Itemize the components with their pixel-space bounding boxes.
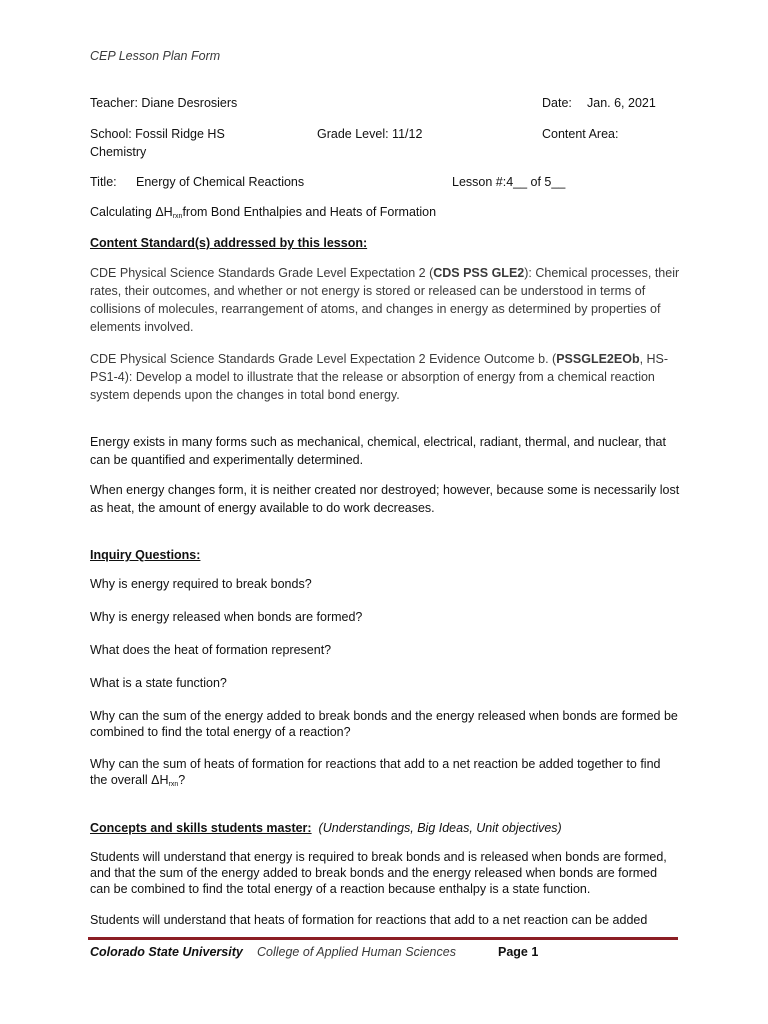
- grade-level: Grade Level: 11/12: [317, 127, 423, 141]
- inquiry-question: Why is energy released when bonds are formed?: [90, 610, 363, 624]
- standard-2-code: PSSGLE2EOb: [556, 352, 640, 366]
- subtitle-pre: Calculating ΔH: [90, 205, 173, 219]
- footer-rule: [88, 937, 678, 940]
- subtitle-sub: rxn: [172, 213, 183, 220]
- content-area-label: Content Area:: [542, 127, 619, 141]
- teacher-line: Teacher: Diane Desrosiers: [90, 96, 238, 110]
- concepts-paragraph-1: Students will understand that energy is required to break bonds and is released when bonds are formed, and that the sum of the energy added to break bonds and the energy released when bonds are formed can be combined to find the total energy of a reaction because enthalpy is a state function.: [90, 850, 667, 896]
- inquiry-heading: Inquiry Questions:: [90, 548, 201, 562]
- inquiry-question: What does the heat of formation represent?: [90, 643, 332, 657]
- standard-2-pre: CDE Physical Science Standards Grade Level Expectation 2 Evidence Outcome b. (: [90, 352, 557, 366]
- footer-university: Colorado State University: [90, 945, 243, 959]
- concepts-heading-note: (Understandings, Big Ideas, Unit objectives): [318, 821, 562, 835]
- lesson-number: Lesson #:4__ of 5__: [452, 175, 566, 189]
- standard-paragraph-1: [90, 264, 680, 336]
- concepts-heading: Concepts and skills students master:: [90, 821, 312, 835]
- form-name: CEP Lesson Plan Form: [90, 49, 221, 63]
- concepts-heading-line: [90, 820, 562, 836]
- inquiry-question: [90, 756, 680, 793]
- content-area-value: Chemistry: [90, 145, 147, 159]
- footer-college: College of Applied Human Sciences: [257, 945, 456, 959]
- subtitle-post: from Bond Enthalpies and Heats of Formation: [182, 205, 437, 219]
- school-line: School: Fossil Ridge HS: [90, 127, 225, 141]
- energy-paragraph-2: When energy changes form, it is neither created nor destroyed; however, because some is necessarily lost as heat, the amount of energy available to do work decreases.: [90, 483, 680, 515]
- standards-heading: Content Standard(s) addressed by this lesson:: [90, 236, 368, 250]
- concepts-paragraph-2: Students will understand that heats of formation for reactions that add to a net reaction can be added: [90, 913, 648, 927]
- title-value: Energy of Chemical Reactions: [136, 175, 305, 189]
- standard-2-post: , HS-PS1-4): Develop a model to illustrate that the release or absorption of energy from a chemical reaction system depends upon the changes in total bond energy.: [90, 352, 669, 402]
- inquiry-question: Why is energy required to break bonds?: [90, 577, 312, 591]
- inquiry-question: What is a state function?: [90, 676, 227, 690]
- lesson-subtitle: [90, 204, 436, 225]
- question-6-pre: Why can the sum of heats of formation for reactions that add to a net reaction be added together to find the overall ΔH: [90, 757, 661, 787]
- standard-1-post: ): Chemical processes, their rates, their outcomes, and whether or not energy is stored or released can be understood in terms of collisions of molecules, rearrangement of atoms, and changes in energy as determined by properties of elements involved.: [90, 266, 680, 334]
- question-6-sub: rxn: [168, 781, 179, 788]
- question-6-post: ?: [178, 773, 186, 787]
- title-label: Title:: [90, 175, 117, 189]
- energy-paragraph-1: Energy exists in many forms such as mechanical, chemical, electrical, radiant, thermal, and nuclear, that can be quantified and experimentally determined.: [90, 435, 666, 467]
- inquiry-question: Why can the sum of the energy added to break bonds and the energy released when bonds are formed be combined to find the total energy of a reaction?: [90, 709, 678, 739]
- standard-1-pre: CDE Physical Science Standards Grade Level Expectation 2 (: [90, 266, 434, 280]
- standard-paragraph-2: [90, 350, 680, 404]
- standard-1-code: CDS PSS GLE2: [433, 266, 525, 280]
- footer-page-number: Page 1: [498, 945, 539, 959]
- date-value: Jan. 6, 2021: [587, 96, 656, 110]
- date-label: Date:: [542, 96, 572, 110]
